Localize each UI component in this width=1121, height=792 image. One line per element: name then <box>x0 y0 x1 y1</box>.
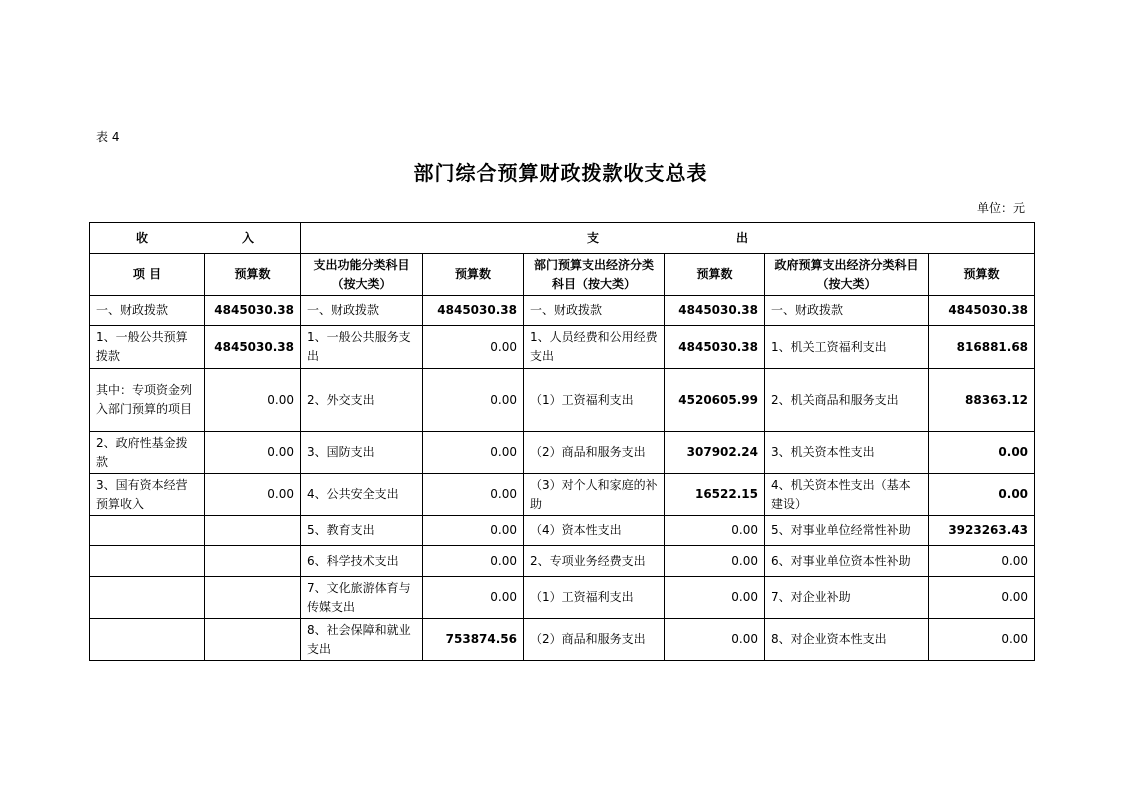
dept-econ-item: （1）工资福利支出 <box>524 369 665 432</box>
function-item: 2、外交支出 <box>301 369 423 432</box>
dept-econ-amount: 0.00 <box>665 577 765 619</box>
table-row <box>90 619 1035 661</box>
income-item <box>90 619 205 661</box>
gov-econ-amount: 88363.12 <box>929 369 1035 432</box>
gov-econ-item: 8、对企业资本性支出 <box>765 619 929 661</box>
income-amount <box>205 619 301 661</box>
dept-econ-item: 2、专项业务经费支出 <box>524 546 665 577</box>
dept-econ-amount: 307902.24 <box>665 432 765 474</box>
income-item <box>90 546 205 577</box>
table-row <box>90 369 1035 432</box>
function-amount: 0.00 <box>423 326 524 369</box>
dept-econ-item: （2）商品和服务支出 <box>524 432 665 474</box>
col-header-budget: 预算数 <box>665 254 765 296</box>
dept-econ-item: 一、财政拨款 <box>524 296 665 326</box>
income-item <box>90 577 205 619</box>
function-amount: 753874.56 <box>423 619 524 661</box>
unit-label: 单位：元 <box>976 201 1025 215</box>
page-title: 部门综合预算财政拨款收支总表 <box>413 161 708 185</box>
income-item: 1、一般公共预算拨款 <box>90 326 205 369</box>
table-row <box>90 296 1035 326</box>
column-header-row <box>90 254 1035 296</box>
income-header: 收 入 <box>90 223 301 254</box>
gov-econ-amount: 0.00 <box>929 577 1035 619</box>
group-header-row <box>90 223 1035 254</box>
function-amount: 0.00 <box>423 546 524 577</box>
dept-econ-item: （2）商品和服务支出 <box>524 619 665 661</box>
function-amount: 0.00 <box>423 432 524 474</box>
table-row <box>90 432 1035 474</box>
function-amount: 4845030.38 <box>423 296 524 326</box>
gov-econ-item: 2、机关商品和服务支出 <box>765 369 929 432</box>
col-header-budget: 预算数 <box>929 254 1035 296</box>
dept-econ-amount: 16522.15 <box>665 474 765 516</box>
table-row <box>90 516 1035 546</box>
col-header-budget: 预算数 <box>423 254 524 296</box>
dept-econ-item: （4）资本性支出 <box>524 516 665 546</box>
function-amount: 0.00 <box>423 577 524 619</box>
gov-econ-item: 一、财政拨款 <box>765 296 929 326</box>
income-amount: 4845030.38 <box>205 296 301 326</box>
income-amount: 0.00 <box>205 432 301 474</box>
income-amount <box>205 577 301 619</box>
col-header-dept-econ-class: 部门预算支出经济分类科目（按大类） <box>524 254 665 296</box>
gov-econ-amount: 816881.68 <box>929 326 1035 369</box>
function-item: 5、教育支出 <box>301 516 423 546</box>
function-amount: 0.00 <box>423 516 524 546</box>
table-row <box>90 474 1035 516</box>
col-header-gov-econ-class: 政府预算支出经济分类科目（按大类） <box>765 254 929 296</box>
gov-econ-item: 7、对企业补助 <box>765 577 929 619</box>
col-header-item: 项 目 <box>90 254 205 296</box>
income-amount: 0.00 <box>205 369 301 432</box>
function-item: 6、科学技术支出 <box>301 546 423 577</box>
income-amount <box>205 516 301 546</box>
dept-econ-item: 1、人员经费和公用经费支出 <box>524 326 665 369</box>
gov-econ-item: 6、对事业单位资本性补助 <box>765 546 929 577</box>
table-number: 表 4 <box>96 130 120 144</box>
function-item: 一、财政拨款 <box>301 296 423 326</box>
gov-econ-amount: 0.00 <box>929 474 1035 516</box>
income-amount <box>205 546 301 577</box>
function-amount: 0.00 <box>423 474 524 516</box>
income-amount: 0.00 <box>205 474 301 516</box>
dept-econ-amount: 4845030.38 <box>665 296 765 326</box>
dept-econ-amount: 4845030.38 <box>665 326 765 369</box>
gov-econ-item: 5、对事业单位经常性补助 <box>765 516 929 546</box>
function-item: 7、文化旅游体育与传媒支出 <box>301 577 423 619</box>
dept-econ-item: （3）对个人和家庭的补助 <box>524 474 665 516</box>
gov-econ-item: 4、机关资本性支出（基本建设） <box>765 474 929 516</box>
function-amount: 0.00 <box>423 369 524 432</box>
gov-econ-item: 3、机关资本性支出 <box>765 432 929 474</box>
dept-econ-amount: 0.00 <box>665 619 765 661</box>
income-item: 其中：专项资金列入部门预算的项目 <box>90 369 205 432</box>
income-item: 2、政府性基金拨款 <box>90 432 205 474</box>
gov-econ-item: 1、机关工资福利支出 <box>765 326 929 369</box>
gov-econ-amount: 3923263.43 <box>929 516 1035 546</box>
function-item: 8、社会保障和就业支出 <box>301 619 423 661</box>
expense-header: 支 出 <box>301 223 1035 254</box>
function-item: 4、公共安全支出 <box>301 474 423 516</box>
income-item: 3、国有资本经营预算收入 <box>90 474 205 516</box>
income-item <box>90 516 205 546</box>
gov-econ-amount: 0.00 <box>929 432 1035 474</box>
gov-econ-amount: 0.00 <box>929 619 1035 661</box>
budget-table <box>89 222 1035 661</box>
dept-econ-amount: 0.00 <box>665 516 765 546</box>
function-item: 1、一般公共服务支出 <box>301 326 423 369</box>
dept-econ-amount: 4520605.99 <box>665 369 765 432</box>
dept-econ-amount: 0.00 <box>665 546 765 577</box>
gov-econ-amount: 4845030.38 <box>929 296 1035 326</box>
function-item: 3、国防支出 <box>301 432 423 474</box>
dept-econ-item: （1）工资福利支出 <box>524 577 665 619</box>
gov-econ-amount: 0.00 <box>929 546 1035 577</box>
table-row <box>90 546 1035 577</box>
col-header-budget: 预算数 <box>205 254 301 296</box>
income-amount: 4845030.38 <box>205 326 301 369</box>
income-item: 一、财政拨款 <box>90 296 205 326</box>
col-header-function-class: 支出功能分类科目（按大类） <box>301 254 423 296</box>
table-row <box>90 326 1035 369</box>
table-row <box>90 577 1035 619</box>
